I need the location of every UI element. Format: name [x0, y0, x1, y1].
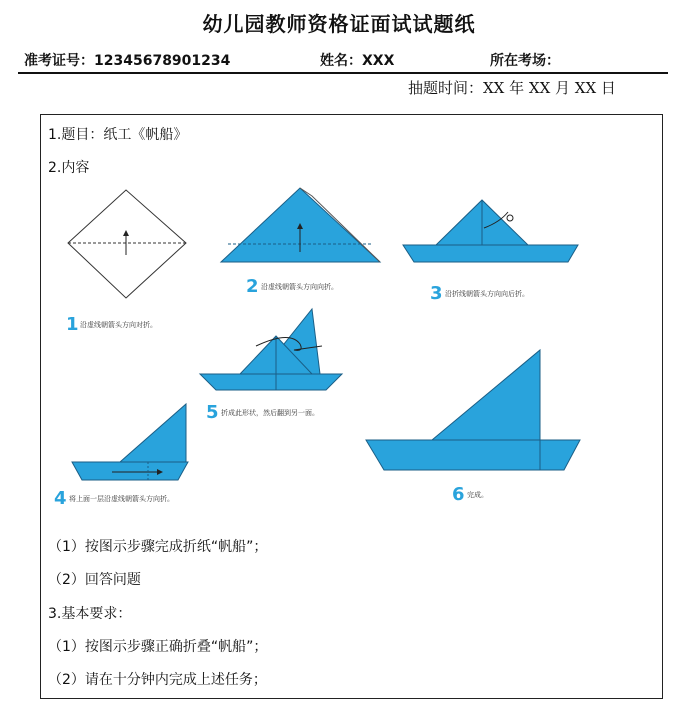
step-text: 将上面一层沿虚线朝箭头方向折。	[69, 495, 174, 503]
step-6-diagram	[366, 350, 580, 470]
step-1-diagram	[68, 190, 186, 298]
step-number: 3	[430, 283, 443, 304]
step-number: 4	[54, 488, 67, 509]
step-4-caption	[54, 488, 174, 509]
step-number: 1	[66, 314, 79, 335]
candidate-name: 姓名：XXX	[320, 53, 395, 69]
step-number: 5	[206, 402, 219, 423]
draw-time: 抽题时间：XX 年 XX 月 XX 日	[408, 79, 616, 97]
step-1-caption	[66, 314, 157, 335]
step-text: 完成。	[467, 491, 488, 499]
content-heading: 2.内容	[48, 160, 90, 176]
step-5-diagram	[200, 309, 342, 390]
step-6-caption	[452, 484, 488, 505]
ticket-number: 准考证号：12345678901234	[24, 53, 231, 69]
exam-title: 幼儿园教师资格证面试试题纸	[202, 12, 476, 36]
step-4-diagram	[72, 404, 188, 480]
step-number: 6	[452, 484, 465, 505]
step-text: 折成此形状，然后翻到另一面。	[221, 409, 319, 417]
basic-requirements-heading: 3.基本要求：	[48, 606, 132, 622]
step-text: 沿折线朝箭头方向向后折。	[445, 290, 529, 298]
step-3-diagram	[403, 200, 578, 262]
topic-line: 1.题目：纸工《帆船》	[48, 127, 188, 143]
step-2-caption	[246, 276, 338, 297]
step-number: 2	[246, 276, 259, 297]
step-3-caption	[430, 283, 529, 304]
task-2: （2）回答问题	[48, 572, 141, 588]
task-1: （1）按图示步骤完成折纸“帆船”；	[48, 539, 268, 555]
requirement-2: （2）请在十分钟内完成上述任务；	[48, 672, 267, 688]
step-5-caption	[206, 402, 319, 423]
requirement-1: （1）按图示步骤正确折叠“帆船”；	[48, 639, 268, 655]
step-text: 沿虚线朝箭头方向对折。	[80, 321, 157, 329]
step-text: 沿虚线朝箭头方向向折。	[261, 283, 338, 291]
exam-site: 所在考场：	[490, 53, 560, 69]
step-2-diagram	[221, 188, 380, 262]
